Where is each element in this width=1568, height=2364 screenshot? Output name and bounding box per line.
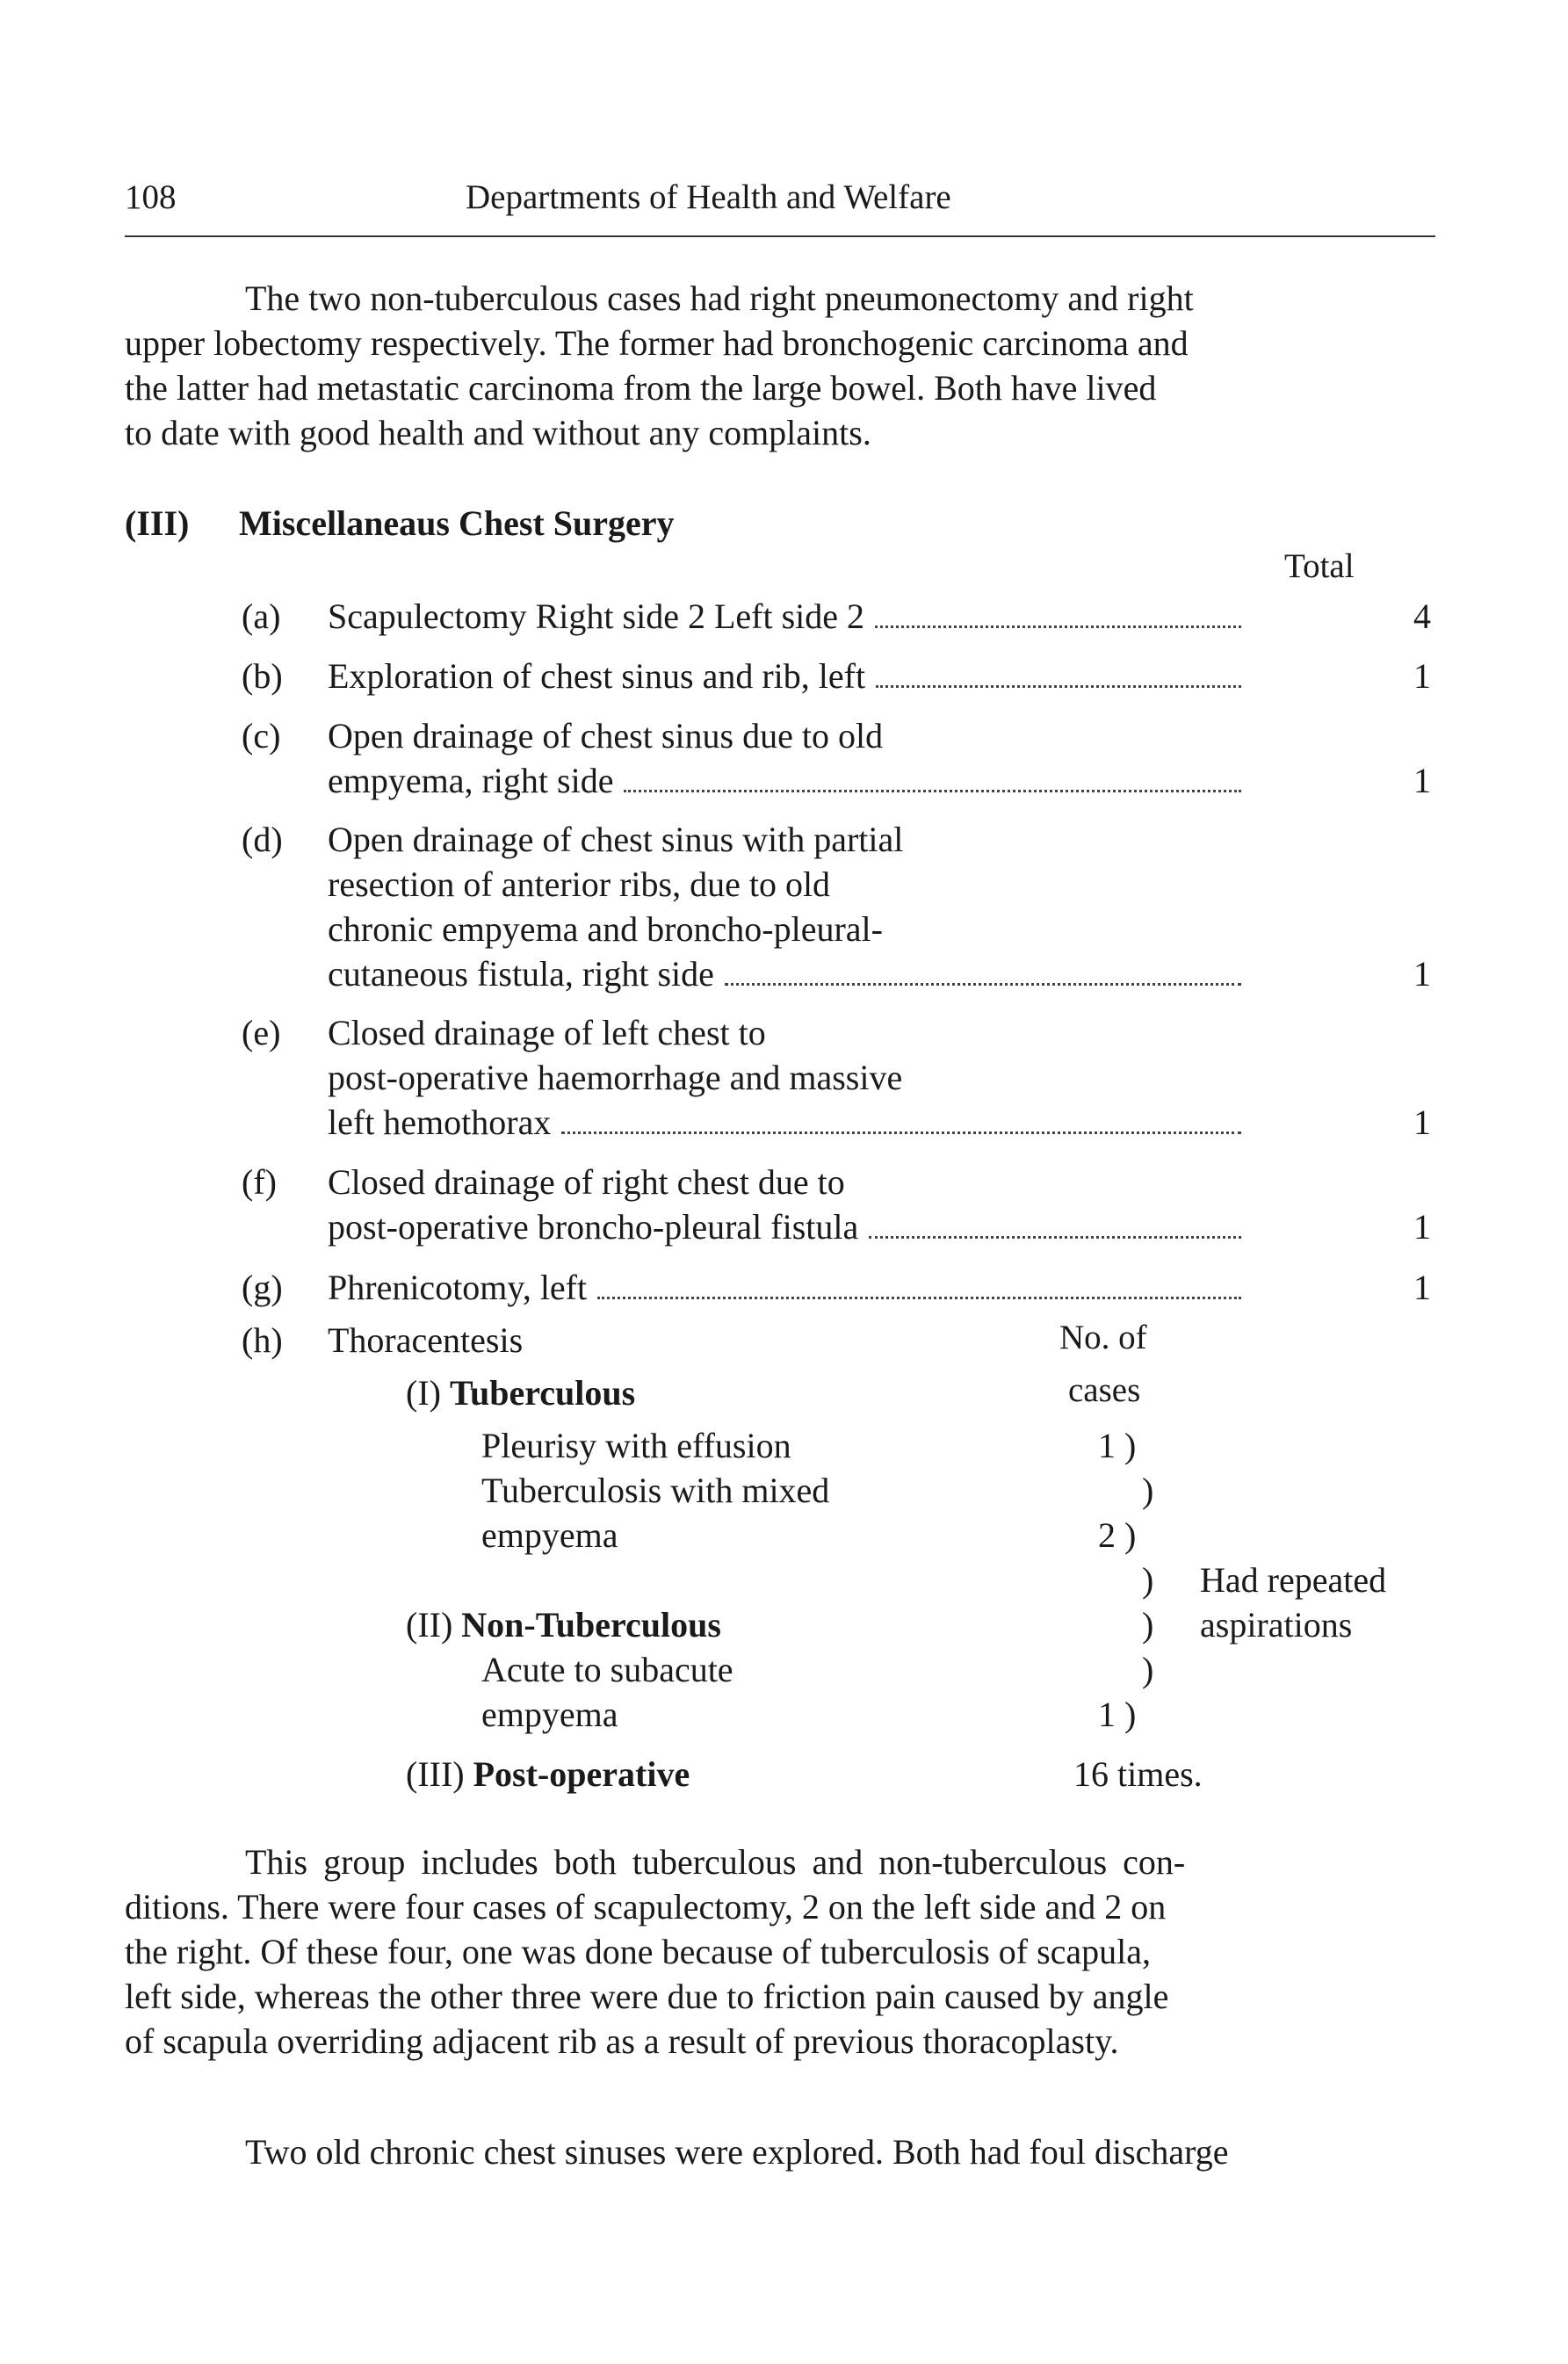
item-total: 1: [1413, 1102, 1431, 1142]
description-last-line: [328, 951, 1250, 996]
cases-label: cases: [1068, 1371, 1141, 1409]
condition-acute: Acute to subacute: [481, 1650, 733, 1689]
description-line: Closed drainage of right chest due to: [328, 1162, 845, 1202]
description-last-line: [328, 1265, 1250, 1310]
bracket-line: ): [1142, 1650, 1154, 1689]
non-tuberculous-heading: [406, 1602, 721, 1647]
post-operative-count: 16 times.: [1073, 1754, 1203, 1794]
subgroup-title: Tuberculous: [449, 1373, 636, 1413]
description-last-line: [328, 654, 1250, 698]
condition-tb-mixed-cont: empyema: [481, 1515, 618, 1555]
description-line: Exploration of chest sinus and rib, left: [328, 656, 866, 696]
roman-numeral: (II): [406, 1605, 453, 1645]
tuberculous-heading: [406, 1370, 635, 1415]
description-last-line: [328, 1204, 1250, 1249]
paragraph-line: to date with good health and without any complaints.: [125, 413, 871, 452]
dot-leader: [869, 1236, 1241, 1239]
roman-numeral: (III): [406, 1754, 465, 1794]
closing-paragraph: Two old chronic chest sinuses were explored. Both had foul discharge: [245, 2132, 1229, 2172]
section-number: (III): [125, 503, 190, 543]
item-letter: (e): [242, 1013, 281, 1052]
dot-leader: [725, 983, 1241, 986]
item-description: [328, 817, 1250, 996]
item-total: 1: [1413, 656, 1431, 696]
item-letter: (d): [242, 820, 283, 859]
item-letter: (g): [242, 1268, 283, 1307]
description-line: post-operative haemorrhage and massive: [328, 1058, 903, 1097]
condition-pleurisy: Pleurisy with effusion: [481, 1426, 791, 1465]
condition-acute-cont: empyema: [481, 1695, 618, 1734]
paragraph-line: ditions. There were four cases of scapulectomy, 2 on the left side and 2 on: [125, 1887, 1167, 1927]
item-total: 1: [1413, 954, 1431, 994]
bracket-line: ): [1142, 1605, 1154, 1645]
description-line: empyema, right side: [328, 761, 614, 800]
condition-tb-mixed: Tuberculosis with mixed: [481, 1471, 830, 1510]
count-tb-mixed: 2 ): [1098, 1515, 1137, 1555]
paragraph-line: This group includes both tuberculous and non-tuberculous con-: [245, 1842, 1186, 1882]
count-pleurisy: 1 ): [1098, 1426, 1137, 1465]
section-heading: [125, 502, 675, 544]
description-line: Open drainage of chest sinus due to old: [328, 716, 884, 755]
page-number: 108: [125, 178, 177, 216]
description-last-line: [328, 758, 1250, 803]
count-non-tb: 1 ): [1098, 1695, 1137, 1734]
description-line: Closed drainage of left chest to: [328, 1013, 766, 1052]
dot-leader: [561, 1131, 1241, 1134]
item-description: [328, 654, 1250, 698]
paragraph-line: the latter had metastatic carcinoma from the large bowel. Both have lived: [125, 368, 1157, 408]
description-last-line: [328, 594, 1250, 639]
bracket-line: ): [1142, 1560, 1154, 1600]
subgroup-title: Non-Tuberculous: [461, 1605, 721, 1645]
subgroup-title: Post-operative: [473, 1754, 690, 1794]
running-header-title: Departments of Health and Welfare: [466, 178, 951, 216]
description-line: post-operative broncho-pleural fistula: [328, 1207, 859, 1247]
item-description: [328, 1010, 1250, 1145]
paragraph-line: upper lobectomy respectively. The former had bronchogenic carcinoma and: [125, 323, 1189, 363]
header-rule: [125, 235, 1435, 237]
description-line: resection of anterior ribs, due to old: [328, 864, 831, 904]
item-total: 4: [1413, 596, 1431, 636]
description-line: Scapulectomy Right side 2 Left side 2: [328, 596, 864, 636]
paragraph-line: left side, whereas the other three were due to friction pain caused by angle: [125, 1977, 1169, 2016]
description-last-line: [328, 1100, 1250, 1145]
item-total: 1: [1413, 1268, 1431, 1307]
note-line: aspirations: [1200, 1605, 1353, 1645]
thoracentesis-label: Thoracentesis: [328, 1320, 524, 1360]
paragraph-line: The two non-tuberculous cases had right pneumonectomy and right: [245, 278, 1194, 318]
intro-paragraph: [125, 276, 1446, 455]
item-letter: (b): [242, 656, 283, 696]
roman-numeral: (I): [406, 1373, 441, 1413]
paragraph-line: of scapula overriding adjacent rib as a result of previous thoracoplasty.: [125, 2021, 1119, 2061]
item-letter: (f): [242, 1162, 277, 1202]
description-line: Phrenicotomy, left: [328, 1268, 588, 1307]
discussion-paragraph: [125, 1840, 1446, 2064]
no-of-label: No. of: [1059, 1319, 1147, 1356]
item-letter: (c): [242, 716, 281, 755]
note-line: Had repeated: [1200, 1560, 1387, 1600]
description-line: chronic empyema and broncho-pleural-: [328, 909, 883, 949]
item-letter: (a): [242, 596, 281, 636]
item-description: [328, 713, 1250, 803]
bracket-line: ): [1142, 1471, 1154, 1510]
item-letter: (h): [242, 1320, 283, 1360]
item-description: [328, 594, 1250, 639]
description-line: cutaneous fistula, right side: [328, 954, 714, 994]
item-total: 1: [1413, 761, 1431, 800]
item-total: 1: [1413, 1207, 1431, 1247]
paragraph-line: the right. Of these four, one was done because of tuberculosis of scapula,: [125, 1932, 1152, 1971]
dot-leader: [597, 1297, 1241, 1299]
description-line: Open drainage of chest sinus with partial: [328, 820, 904, 859]
item-description: [328, 1265, 1250, 1310]
description-line: left hemothorax: [328, 1102, 552, 1142]
post-operative-heading: [406, 1752, 690, 1796]
dot-leader: [876, 685, 1241, 688]
dot-leader: [624, 790, 1241, 792]
item-description: [328, 1160, 1250, 1249]
dot-leader: [875, 625, 1241, 628]
section-title: Miscellaneaus Chest Surgery: [239, 503, 675, 543]
total-column-header: Total: [1284, 547, 1355, 585]
